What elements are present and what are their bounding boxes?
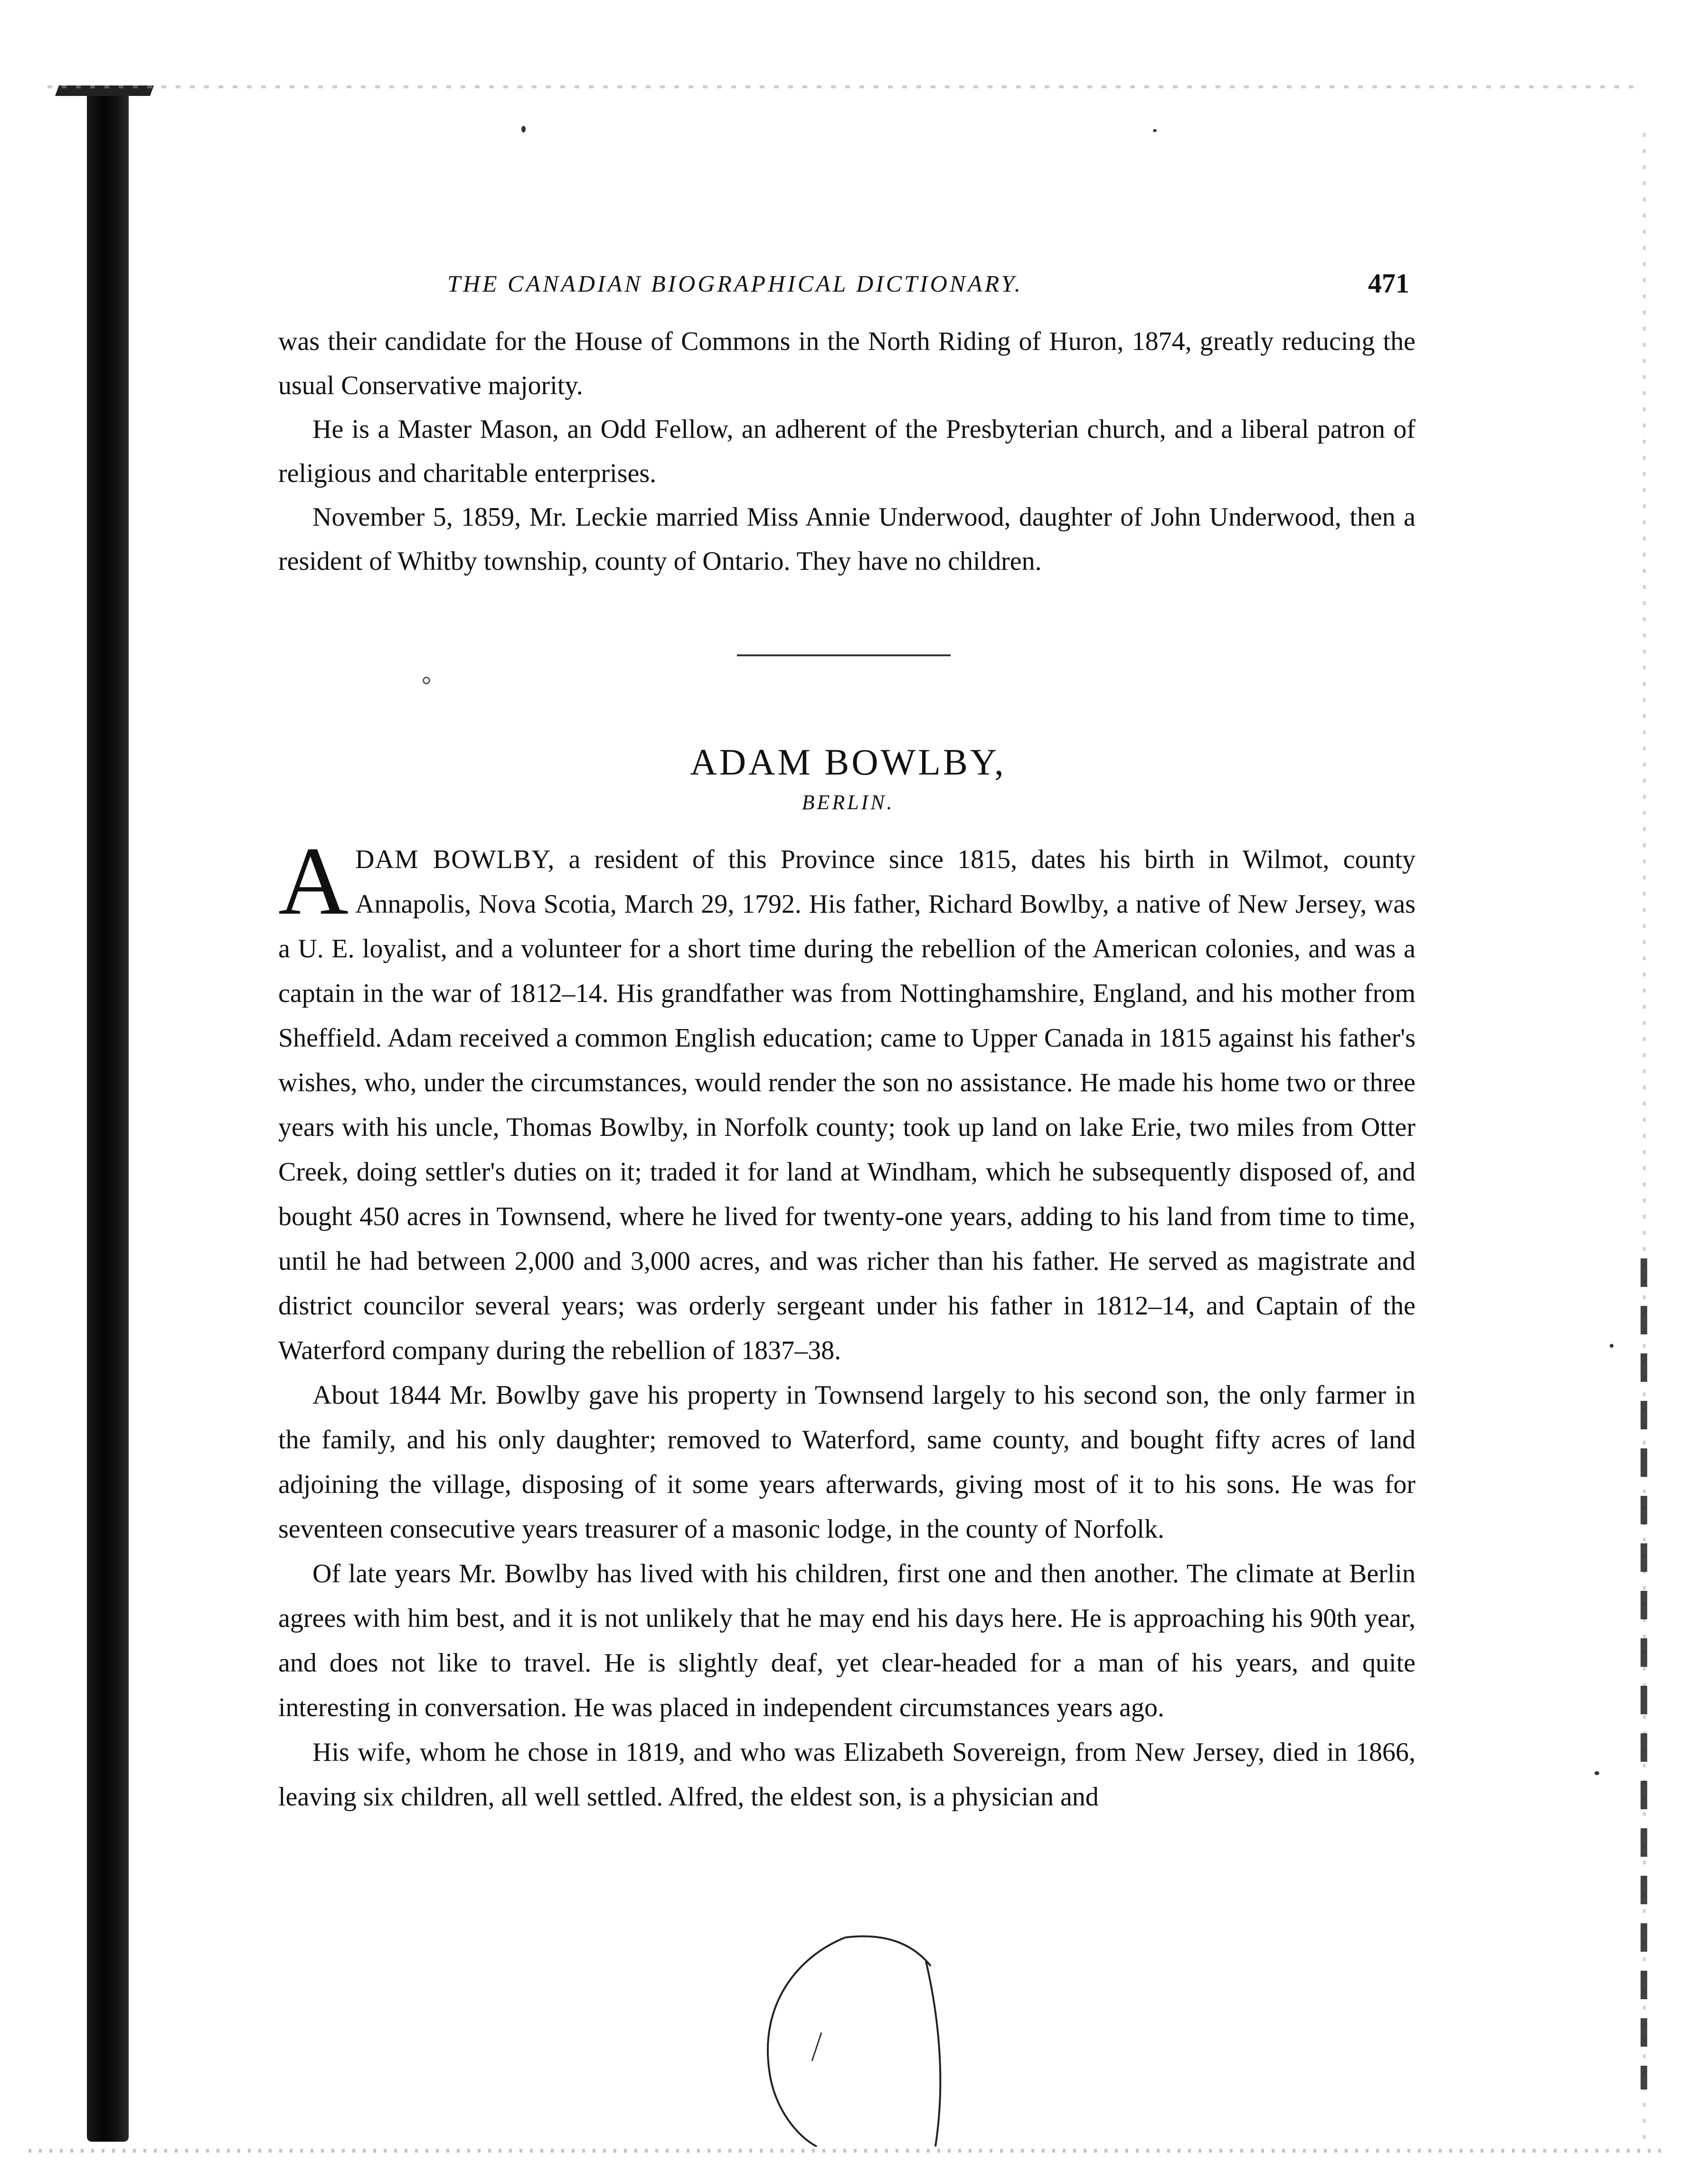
running-title: THE CANADIAN BIOGRAPHICAL DICTIONARY. (447, 270, 1023, 297)
scan-speck (423, 677, 430, 684)
scan-speck (1595, 1771, 1599, 1775)
paragraph: About 1844 Mr. Bowlby gave his property in Townsend largely to his second son, the only farmer in the family, and his only daughter; removed to Waterford, same county, and bought fifty acres of land adjoining the village, disposing of it some years afterwards, giving most of it to his sons. He was for seventeen consecutive years treasurer of a masonic lodge, in the county of Norfolk. (278, 1380, 1415, 1544)
page-number: 471 (1368, 268, 1409, 299)
page-top-edge (47, 85, 1638, 88)
entry-place: BERLIN. (802, 791, 895, 814)
scan-speck (521, 126, 526, 132)
continuation-text (278, 320, 1415, 583)
paragraph: was their candidate for the House of Commons in the North Riding of Huron, 1874, greatly reducing the usual Conservative majority. (278, 327, 1415, 400)
entry-text (278, 827, 1416, 1819)
paragraph: His wife, whom he chose in 1819, and who was Elizabeth Sovereign, from New Jersey, died in 1866, leaving six children, all well settled. Alfred, the eldest son, is a physician and (278, 1738, 1415, 1812)
drop-cap: A (278, 827, 349, 935)
scan-speck (1153, 129, 1157, 132)
paragraph: November 5, 1859, Mr. Leckie married Miss Annie Underwood, daughter of John Underwood, then a resident of Whitby township, county of Ontario. They have no children. (278, 502, 1415, 576)
paragraph: Of late years Mr. Bowlby has lived with his children, first one and then another. The climate at Berlin agrees with him best, and it is not unlikely that he may end his days here. He is approaching his 90th year, and does not like to travel. He is slightly deaf, yet clear-headed for a man of his years, and quite interesting in conversation. He was placed in independent circumstances years ago. (278, 1559, 1415, 1722)
paragraph: He is a Master Mason, an Odd Fellow, an adherent of the Presbyterian church, and a liberal patron of religious and charitable enterprises. (278, 415, 1415, 488)
lead-caps: DAM BOWLBY, (355, 845, 555, 874)
scan-speck (1610, 1344, 1614, 1348)
running-header (260, 262, 1409, 305)
section-divider (737, 654, 951, 656)
first-paragraph-text: a resident of this Province since 1815, dates his birth in Wilmot, county Annapolis, Nova Scotia, March 29, 1792. His father, Richard Bowlby, a native of New Jersey, was a U. E. loyalist, and a volunteer for a short time during the rebellion of the American colonies, and was a captain in the war of 1812–14. His grandfather was from Nottinghamshire, England, and his mother from Sheffield. Adam received a common English education; came to Upper Canada in 1815 against his father's wishes, who, under the circumstances, would render the son no assistance. He made his home two or three years with his uncle, Thomas Bowlby, in Norfolk county; took up land on lake Erie, two miles from Otter Creek, doing settler's duties on it; traded it for land at Windham, which he subsequently disposed of, and bought 450 acres in Townsend, where he lived for twenty-one years, adding to his land from time to time, until he had between 2,000 and 3,000 acres, and was richer than his father. He served as magistrate and district councilor several years; was orderly sergeant under his father in 1812–14, and Captain of the Waterford company during the rebellion of 1837–38. (278, 845, 1416, 1365)
page-right-scan-marks (1641, 1258, 1647, 2089)
binding-edge (87, 85, 129, 2142)
entry-title: ADAM BOWLBY, (690, 741, 1006, 783)
pencil-doodle-mark (741, 1928, 1007, 2151)
first-paragraph (278, 827, 1416, 1373)
